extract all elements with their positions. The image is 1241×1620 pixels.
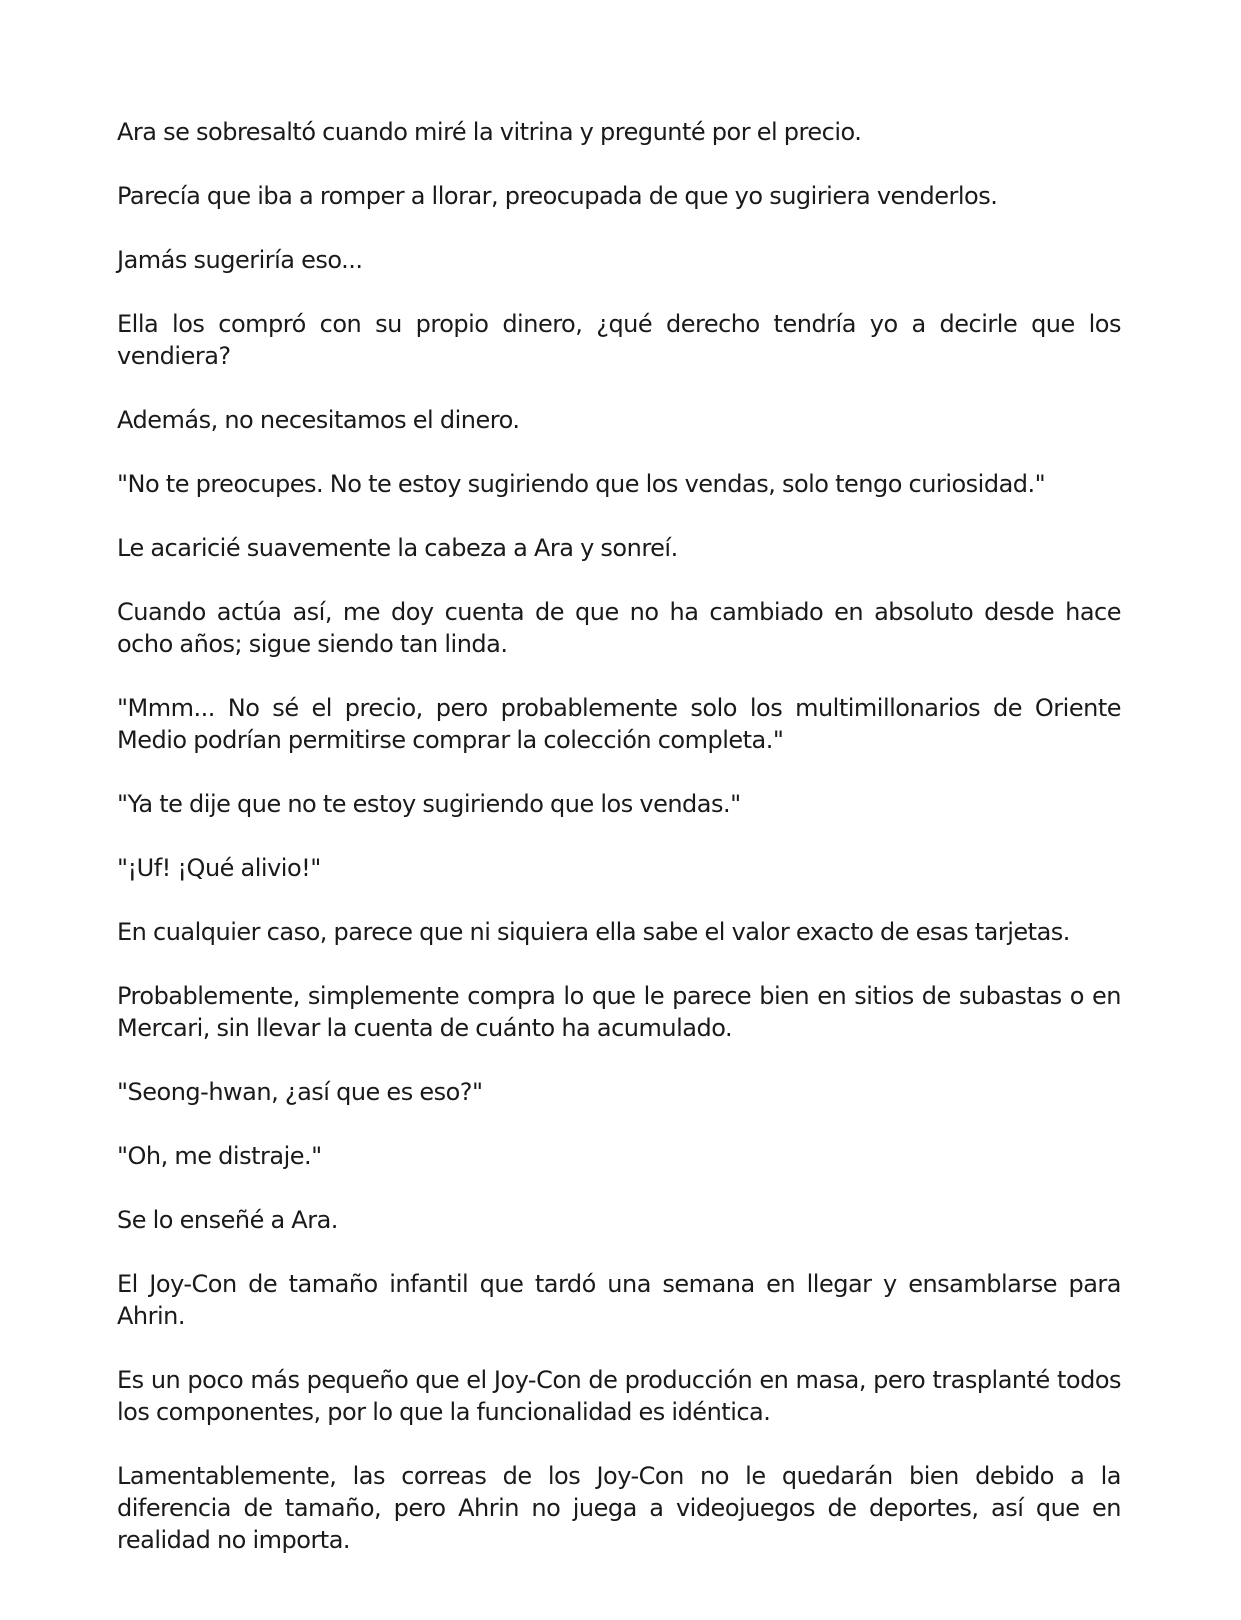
paragraph: Parecía que iba a romper a llorar, preocupada de que yo sugiriera venderlos.: [117, 182, 998, 210]
paragraph: El Joy-Con de tamaño infantil que tardó una semana en llegar y ensamblarse para Ahrin.: [117, 1270, 1121, 1330]
paragraph: Probablemente, simplemente compra lo que le parece bien en sitios de subastas o en Mercari, sin llevar la cuenta de cuánto ha acumulado.: [117, 982, 1121, 1042]
paragraph: Cuando actúa así, me doy cuenta de que no ha cambiado en absoluto desde hace ocho años; sigue siendo tan linda.: [117, 598, 1121, 658]
paragraph: En cualquier caso, parece que ni siquiera ella sabe el valor exacto de esas tarjetas.: [117, 918, 1070, 946]
paragraph: Le acaricié suavemente la cabeza a Ara y sonreí.: [117, 534, 678, 562]
paragraph: "Seong-hwan, ¿así que es eso?": [117, 1078, 483, 1106]
paragraph: "Oh, me distraje.": [117, 1142, 322, 1170]
paragraph: Además, no necesitamos el dinero.: [117, 406, 520, 434]
paragraph: "¡Uf! ¡Qué alivio!": [117, 854, 321, 882]
paragraph: "Ya te dije que no te estoy sugiriendo que los vendas.": [117, 790, 741, 818]
paragraph: Jamás sugeriría eso...: [117, 246, 363, 274]
paragraph: Ara se sobresaltó cuando miré la vitrina y pregunté por el precio.: [117, 118, 862, 146]
paragraph: Lamentablemente, las correas de los Joy-Con no le quedarán bien debido a la diferencia de tamaño, pero Ahrin no juega a videojuegos de deportes, así que en realidad no importa.: [117, 1462, 1121, 1554]
document-body: [117, 116, 1121, 1588]
paragraph: Se lo enseñé a Ara.: [117, 1206, 338, 1234]
paragraph: "No te preocupes. No te estoy sugiriendo que los vendas, solo tengo curiosidad.": [117, 470, 1046, 498]
paragraph: "Mmm... No sé el precio, pero probablemente solo los multimillonarios de Oriente Medio podrían permitirse comprar la colección completa.": [117, 694, 1121, 754]
paragraph: Es un poco más pequeño que el Joy-Con de producción en masa, pero trasplanté todos los componentes, por lo que la funcionalidad es idéntica.: [117, 1366, 1121, 1426]
paragraph: Ella los compró con su propio dinero, ¿qué derecho tendría yo a decirle que los vendiera?: [117, 310, 1121, 370]
